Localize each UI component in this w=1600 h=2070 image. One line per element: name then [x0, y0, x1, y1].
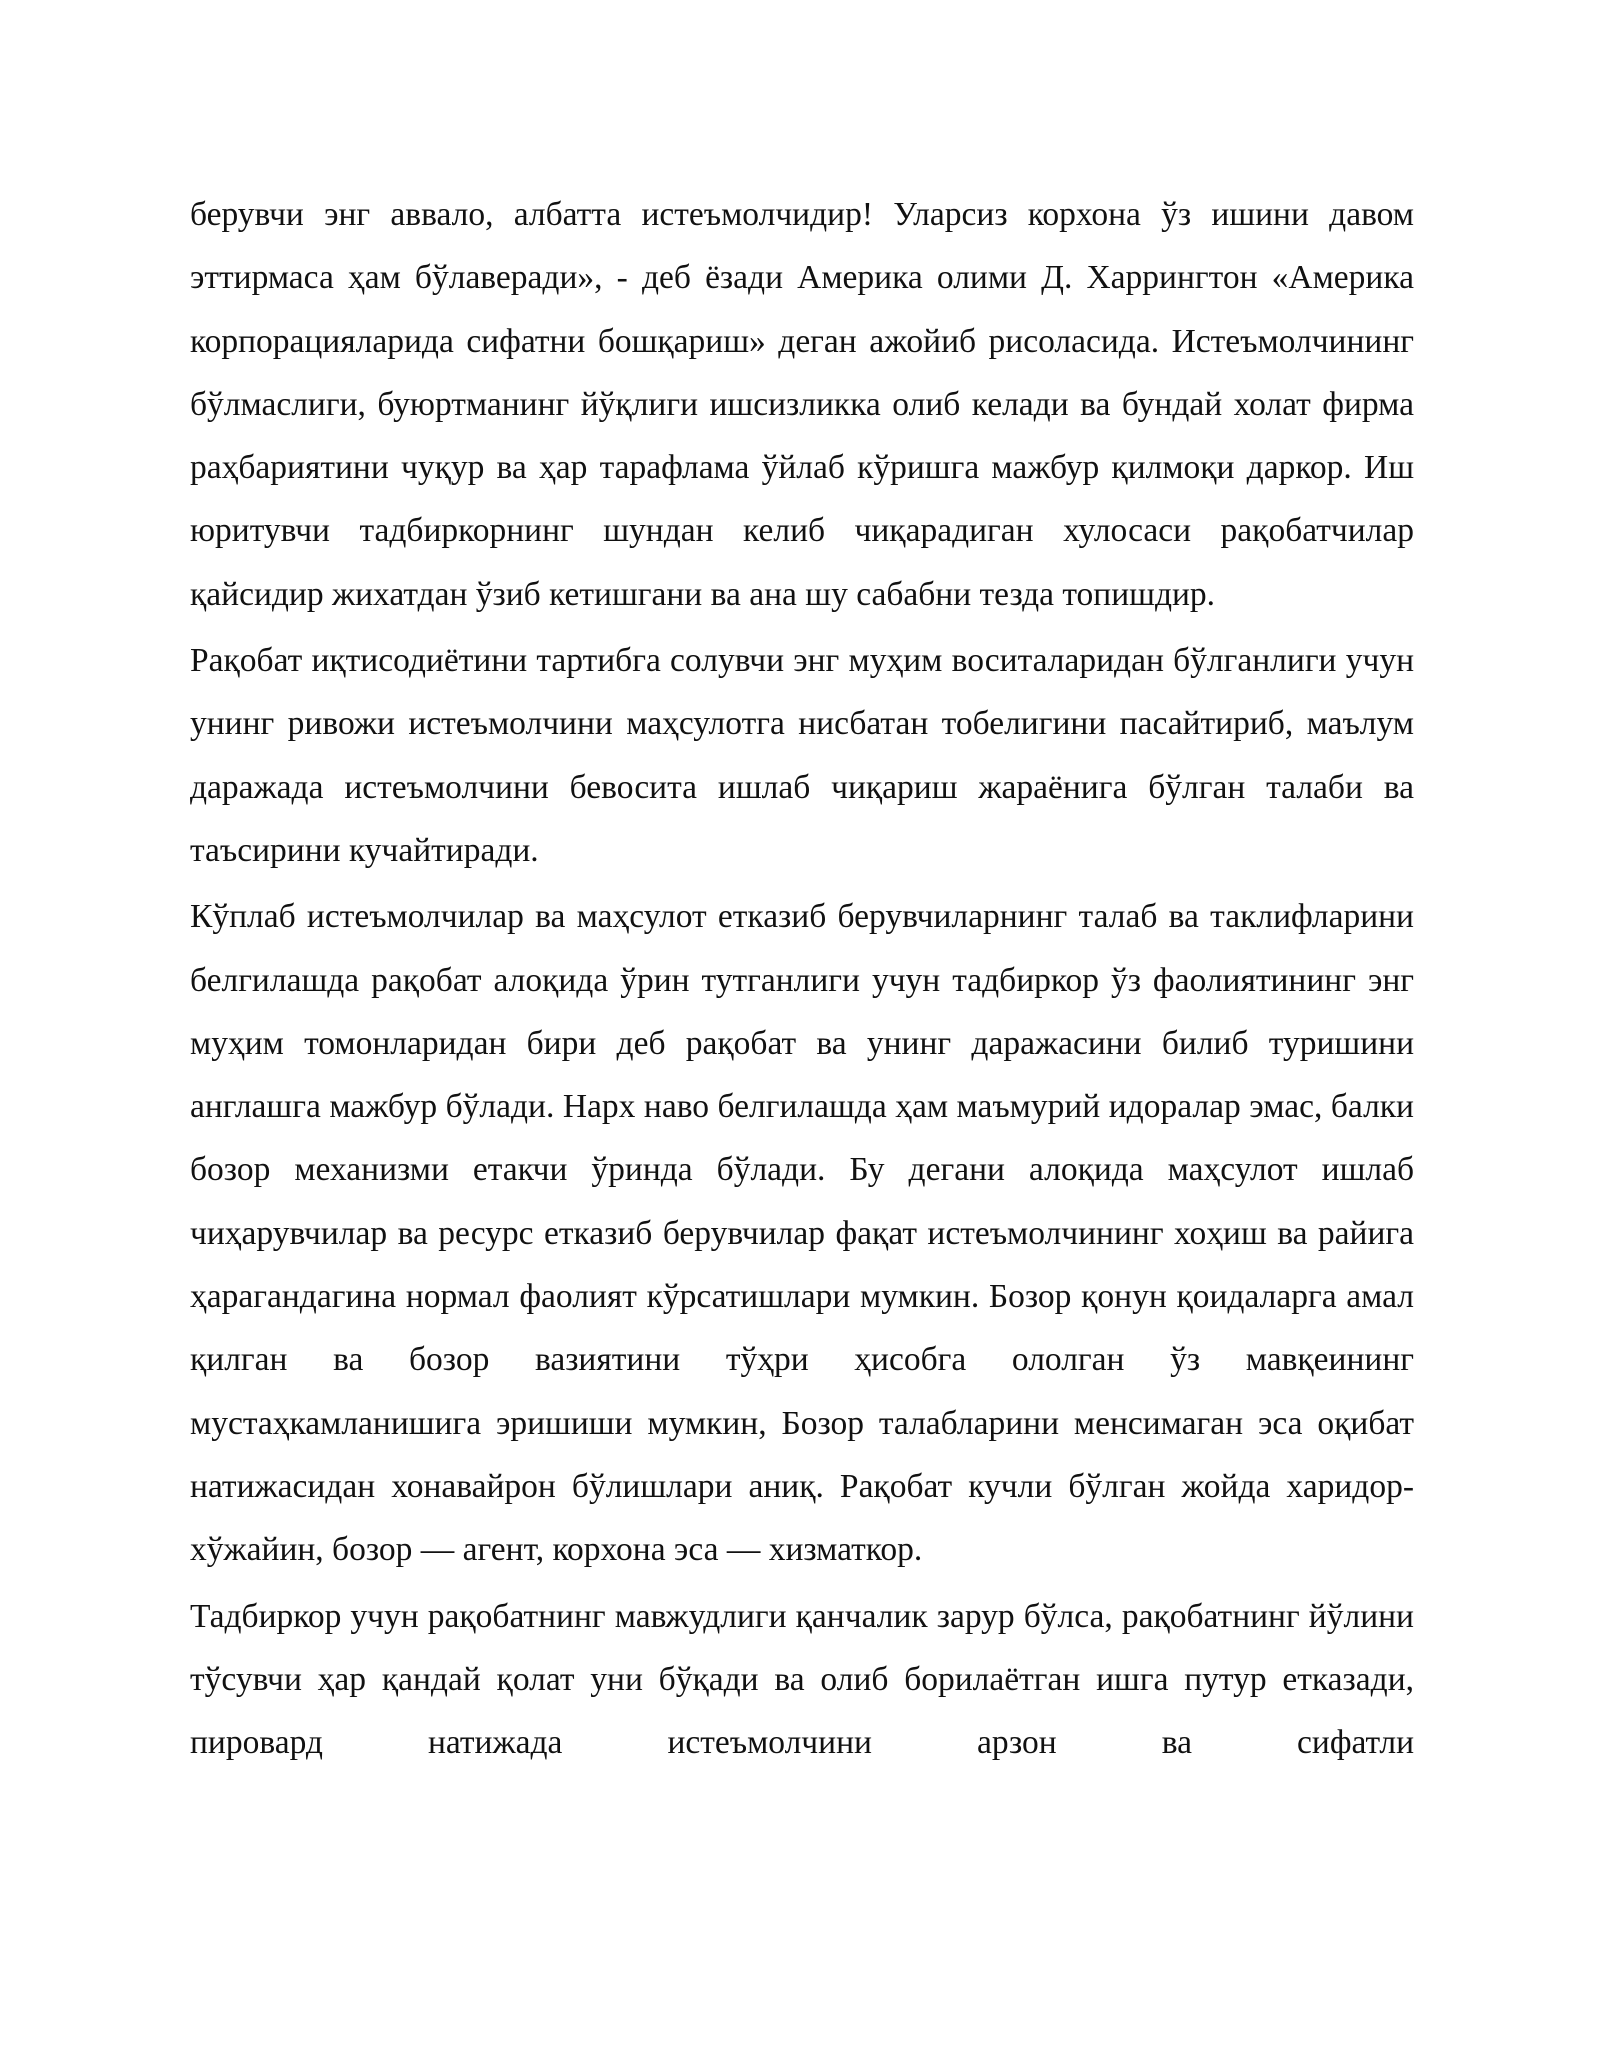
paragraph-1: берувчи энг аввало, албатта истеъмолчидир! Уларсиз корхона ўз ишини давом эттирмаса ҳам бўлаверади», - деб ёзади Америка олими Д. Харрингтон «Америка корпорацияларида сифатни бошқариш» деган ажойиб рисоласида. Истеъмолчининг бўлмаслиги, буюртманинг йўқлиги ишсизликка олиб келади ва бундай холат фирма раҳбариятини чуқур ва ҳар тарафлама ўйлаб кўришга мажбур қилмоқи даркор. Иш юритувчи тадбиркорнинг шундан келиб чиқарадиган хулосаси рақобатчилар қайсидир жихатдан ўзиб кетишгани ва ана шу сабабни тезда топишдир.	[190, 196, 1414, 613]
body-text	[190, 183, 1414, 1777]
paragraph-4: Тадбиркор учун рақобатнинг мавжудлиги қанчалик зарур бўлса, рақобатнинг йўлини тўсувчи ҳар қандай қолат уни бўқади ва олиб борилаётган ишга путур етказади, пировард натижада истеъмолчини арзон ва сифатли	[190, 1597, 1414, 1762]
paragraph-2: Рақобат иқтисодиётини тартибга солувчи энг муҳим воситаларидан бўлганлиги учун унинг ривожи истеъмолчини маҳсулотга нисбатан тобелигини пасайтириб, маълум даражада истеъмолчини бевосита ишлаб чиқариш жараёнига бўлган талаби ва таъсирини кучайтиради.	[190, 642, 1414, 869]
paragraph-3: Кўплаб истеъмолчилар ва маҳсулот етказиб берувчиларнинг талаб ва таклифларини белгилашда рақобат алоқида ўрин тутганлиги учун тадбиркор ўз фаолиятининг энг муҳим томонларидан бири деб рақобат ва унинг даражасини билиб туришини англашга мажбур бўлади. Нарх наво белгилашда ҳам маъмурий идоралар эмас, балки бозор механизми етакчи ўринда бўлади. Бу дегани алоқида маҳсулот ишлаб чиҳарувчилар ва ресурс етказиб берувчилар фақат истеъмолчининг хоҳиш ва райига ҳарагандагина нормал фаолият кўрсатишлари мумкин. Бозор қонун қоидаларга амал қилган ва бозор вазиятини тўҳри ҳисобга ололган ўз мавқеининг мустаҳкамланишига эришиши мумкин, Бозор талабларини менсимаган эса оқибат натижасидан хонавайрон бўлишлари аниқ. Рақобат кучли бўлган жойда харидор-хўжайин, бозор — агент, корхона эса — хизматкор.	[190, 898, 1414, 1569]
